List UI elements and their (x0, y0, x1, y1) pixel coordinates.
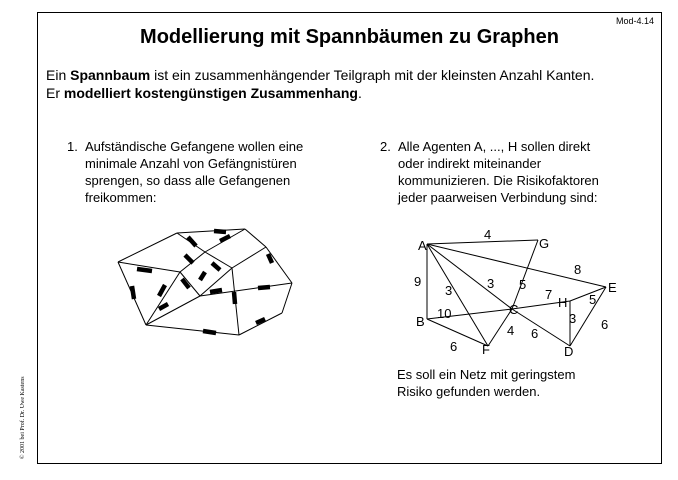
edge-weight-C-H: 7 (545, 287, 553, 302)
intro-line-1-start: Ein (46, 67, 71, 83)
door (234, 292, 235, 304)
term-kostenguenstig: modelliert kostengünstigen Zusammenhang (63, 85, 358, 101)
node-H: H (558, 295, 568, 310)
outro-line: Risiko gefunden werden. (397, 384, 541, 399)
item-number: 2. (380, 139, 391, 154)
edge-weight-A-G: 4 (484, 227, 492, 242)
edge-weight-A-C: 3 (487, 276, 495, 291)
node-G: G (539, 236, 550, 251)
wall (180, 272, 200, 296)
node-F: F (482, 342, 490, 357)
edge-C-D (512, 309, 570, 346)
node-C: C (509, 302, 519, 317)
slide-id: Mod-4.14 (615, 16, 654, 26)
door (210, 290, 222, 292)
edge-A-F (427, 244, 488, 346)
door (220, 236, 230, 241)
slide-title: Modellierung mit Spannbäumen zu Graphen (140, 26, 559, 48)
item-line: kommunizieren. Die Risikofaktoren (398, 173, 599, 188)
edge-B-F (427, 319, 488, 346)
intro-line-1-end: ist ein zusammenhängender Teilgraph mit der kleinsten Anzahl Kanten. (150, 67, 595, 83)
edge-weight-H-E: 5 (589, 292, 597, 307)
node-B: B (416, 314, 425, 329)
door (258, 287, 270, 288)
wall (146, 296, 200, 325)
door (159, 285, 165, 296)
door (203, 331, 216, 333)
edge-A-G (427, 240, 538, 244)
prison-diagram (118, 229, 292, 335)
door (268, 254, 272, 263)
wall (232, 247, 266, 268)
edge-weight-E-D: 6 (601, 317, 609, 332)
edge-weight-A-B: 9 (414, 274, 422, 289)
item-line: freikommen: (85, 190, 157, 205)
term-spannbaum: Spannbaum (70, 67, 151, 83)
item-line: sprengen, so dass alle Gefangenen (85, 173, 291, 188)
prison-walls (118, 229, 292, 335)
item-number: 1. (67, 139, 78, 154)
edge-G-C (512, 240, 538, 309)
item-line: jeder paarweisen Verbindung sind: (398, 190, 598, 205)
door (214, 231, 226, 232)
wall (146, 272, 180, 325)
door (212, 263, 220, 270)
wall (239, 313, 282, 335)
edge-weight-H-D: 3 (569, 311, 577, 326)
wall (245, 229, 266, 247)
wall (177, 229, 245, 233)
item-line: Alle Agenten A, ..., H sollen direkt (398, 139, 591, 154)
wall (266, 247, 292, 283)
door (182, 279, 189, 288)
item-line: minimale Anzahl von Gefängnistüren (85, 156, 297, 171)
edge-weight-A-E: 8 (574, 262, 582, 277)
door (132, 286, 134, 299)
wall (146, 325, 239, 335)
node-A: A (418, 238, 427, 253)
node-D: D (564, 344, 574, 359)
edge-weight-C-D: 6 (531, 326, 539, 341)
wall (205, 252, 232, 268)
door (200, 272, 205, 280)
copyright-note: © 2001 bei Prof. Dr. Uwe Kastens (20, 376, 26, 459)
item-line: oder indirekt miteinander (398, 156, 542, 171)
door (185, 255, 193, 263)
edge-weight-B-C: 10 (437, 306, 452, 321)
item-line: Aufständische Gefangene wollen eine (85, 139, 304, 154)
outro-line: Es soll ein Netz mit geringstem (397, 367, 576, 382)
agent-graph (414, 227, 617, 359)
prison-doors (132, 231, 272, 333)
door (159, 304, 168, 309)
intro-line-2-start: Er (46, 85, 64, 101)
door (188, 237, 196, 246)
wall (282, 283, 292, 313)
edge-weight-C-F: 4 (507, 323, 515, 338)
edge-H-E (570, 287, 606, 301)
edge-weight-G-C: 5 (519, 277, 527, 292)
door (137, 269, 152, 271)
node-E: E (608, 280, 617, 295)
wall (118, 233, 177, 262)
edge-weight-B-F: 6 (450, 339, 458, 354)
intro-line-2-end: . (357, 85, 362, 101)
edge-weight-A-F: 3 (445, 283, 453, 298)
